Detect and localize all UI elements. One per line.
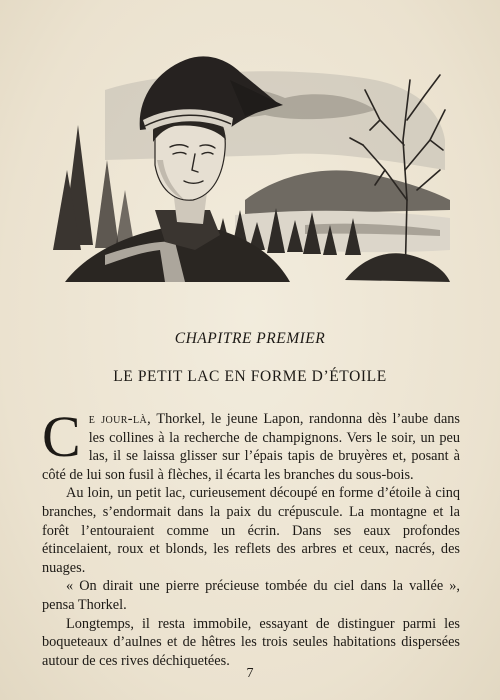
- lead-in-smallcaps: e jour-là,: [88, 411, 152, 427]
- drop-cap: C: [42, 404, 81, 469]
- paragraph-1: [42, 404, 460, 484]
- paragraph-1-text: Thorkel, le jeune Lapon, randonna dès l’aube dans les collines à la recherche de champignons. Vers le soir, un peu las, il se laissa glisser sur l’épais tapis de bruyères et, posant à côté de lui son fusil à flèches, il écarta les branches du sous-bois.: [42, 411, 460, 483]
- chapter-label: CHAPITRE PREMIER: [174, 330, 326, 347]
- distant-hills: [245, 170, 450, 215]
- paragraph-3: « On dirait une pierre précieuse tombée du ciel dans la vallée », pensa Thorkel.: [42, 578, 460, 613]
- page-number: 7: [246, 666, 254, 681]
- paragraph-4: Longtemps, il resta immobile, essayant de distinguer parmi les boqueteaux d’aulnes et de hêtres les trois seules habitations dispersées autour de ces rives déchiquetées.: [42, 615, 460, 669]
- chapter-illustration: [45, 50, 455, 285]
- paragraph-2: Au loin, un petit lac, curieusement découpé en forme d’étoile à cinq branches, s’endormait dans la paix du crépuscule. La montagne et la forêt l’entouraient comme un écrin. Dans ses eaux profondes étincelaient, roux et blonds, les reflets des arbres et ceux, nacrés, des nuages.: [42, 485, 460, 576]
- chapter-title: LE PETIT LAC EN FORME D’ÉTOILE: [113, 368, 387, 385]
- foreground-bushes: [345, 253, 450, 282]
- chapter-body: [42, 404, 460, 670]
